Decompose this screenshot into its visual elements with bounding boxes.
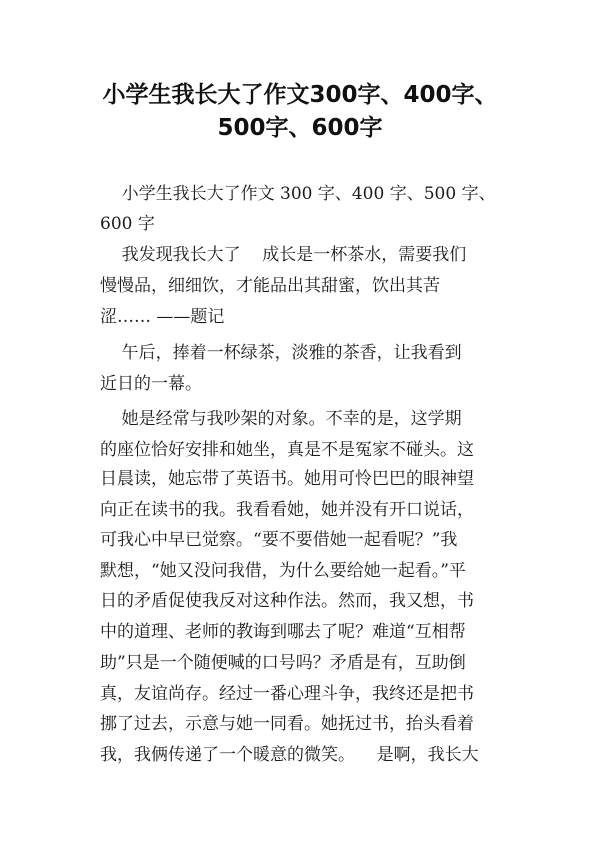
paragraph-line: 助”只是一个随便喊的口号吗？矛盾是有，互助倒 bbox=[100, 653, 466, 673]
paragraph-line: 默想，“她又没问我借，为什么要给她一起看。”平 bbox=[100, 561, 466, 581]
paragraph-line: 可我心中早已觉察。“要不要借她一起看呢？”我 bbox=[100, 530, 458, 550]
paragraph-line: 我，我俩传递了一个暖意的微笑。 是啊，我长大 bbox=[100, 745, 479, 765]
paragraph-line: 慢慢品，细细饮，才能品出其甜蜜，饮出其苦 bbox=[100, 276, 440, 296]
paragraph-line: 向正在读书的我。我看看她，她并没有开口说话， bbox=[100, 500, 474, 520]
paragraph-line: 挪了过去，示意与她一同看。她抚过书，抬头看着 bbox=[100, 714, 474, 734]
paragraph-line: 真，友谊尚存。经过一番心理斗争，我终还是把书 bbox=[100, 684, 474, 704]
paragraph-line: 的座位恰好安排和她坐，真是不是冤家不碰头。这 bbox=[100, 440, 474, 460]
paragraph-line: 午后，捧着一杯绿茶，淡雅的茶香，让我看到 bbox=[100, 343, 462, 363]
paragraph-line: 近日的一幕。 bbox=[100, 374, 202, 394]
document-title-line-2: 500字、600字 bbox=[217, 115, 383, 141]
paragraph-line: 我发现我长大了 成长是一杯茶水，需要我们 bbox=[100, 245, 467, 265]
paragraph-line: 日晨读，她忘带了英语书。她用可怜巴巴的眼神望 bbox=[100, 469, 474, 489]
document-title-line-1: 小学生我长大了作文300字、400字、 bbox=[102, 82, 498, 108]
paragraph-line: 小学生我长大了作文 300 字、400 字、500 字、 bbox=[100, 184, 496, 204]
paragraph-line: 涩…… ——题记 bbox=[100, 307, 225, 327]
paragraph-line: 中的道理、老师的教诲到哪去了呢？难道“互相帮 bbox=[100, 622, 466, 642]
paragraph-line: 600 字 bbox=[100, 214, 155, 234]
paragraph-line: 她是经常与我吵架的对象。不幸的是，这学期 bbox=[100, 409, 462, 429]
paragraph-line: 日的矛盾促使我反对这种作法。然而，我又想，书 bbox=[100, 591, 474, 611]
